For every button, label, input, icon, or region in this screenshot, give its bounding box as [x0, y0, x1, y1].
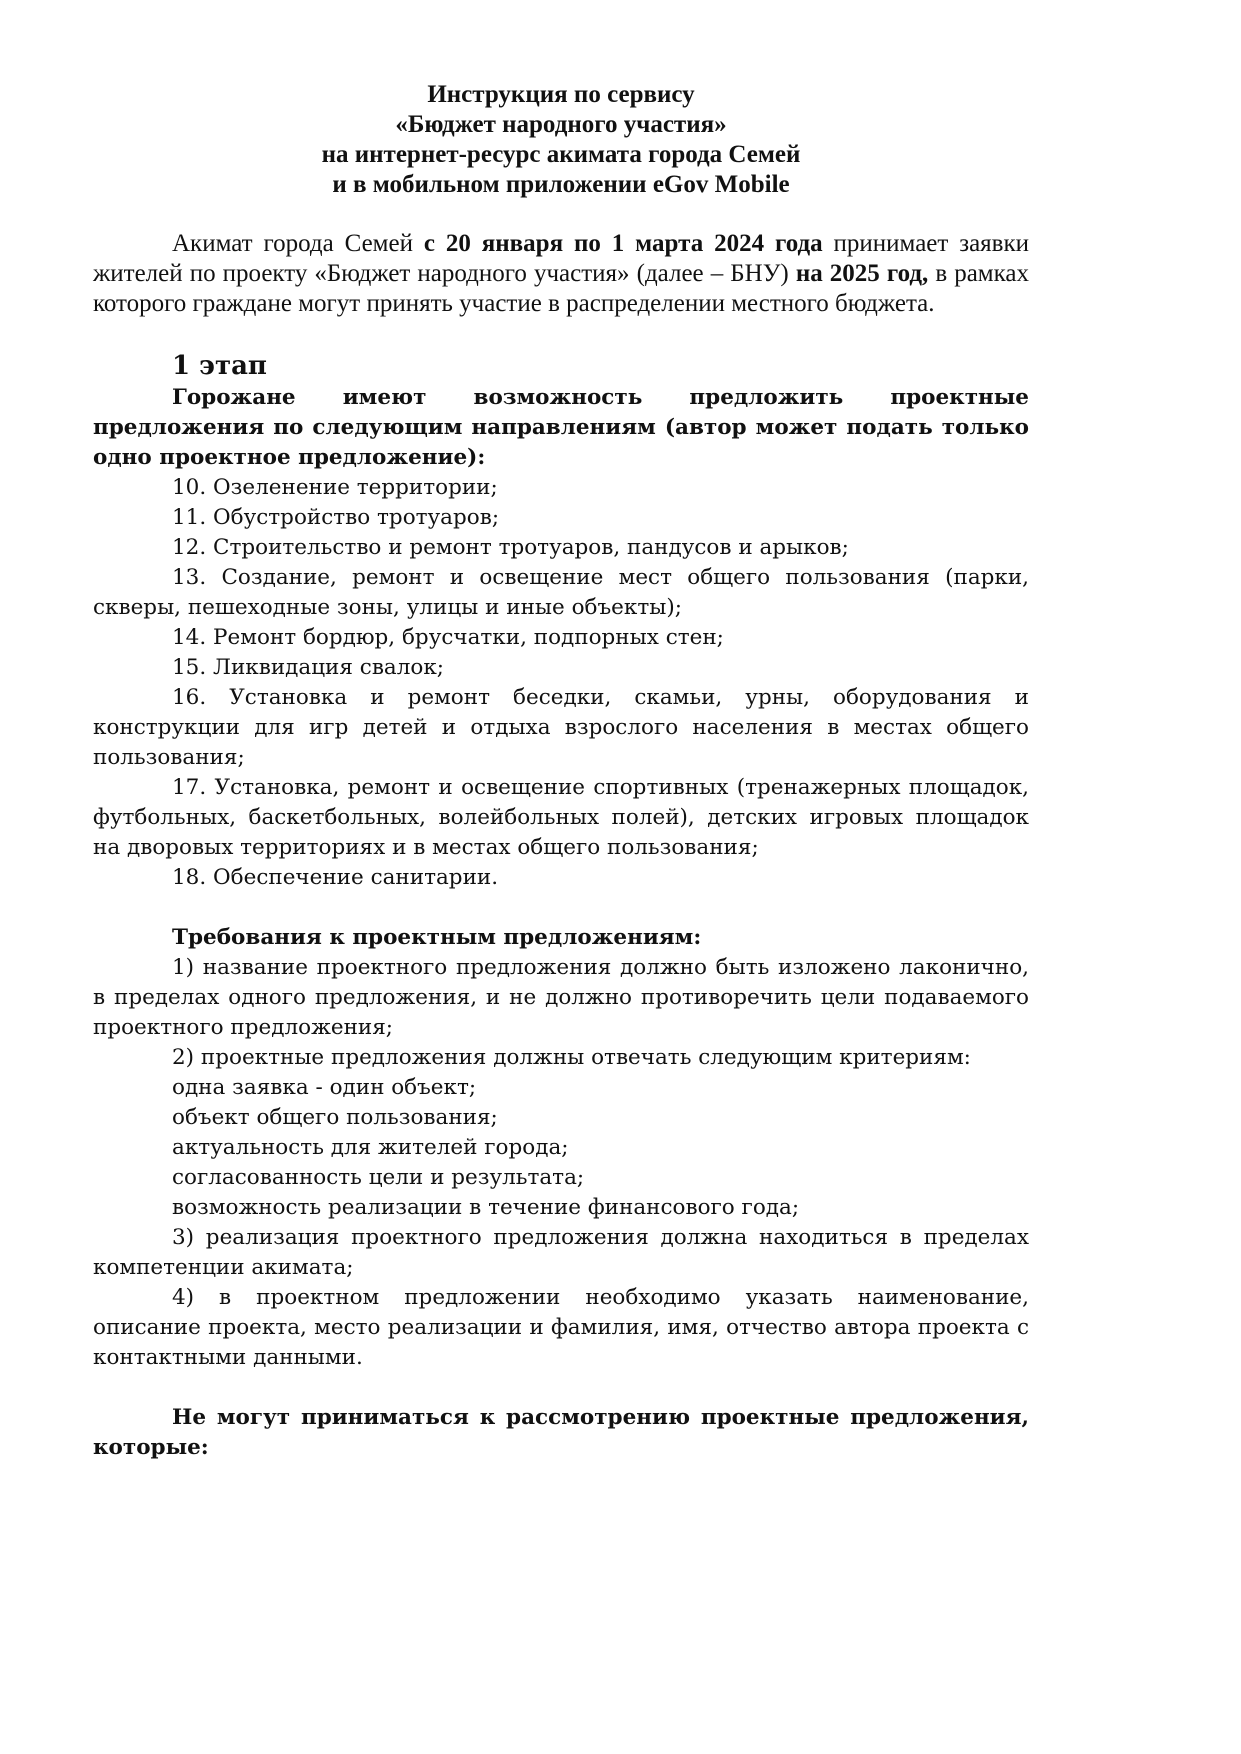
criteria-item: одна заявка - один объект; [172, 1075, 477, 1100]
direction-item: 18. Обеспечение санитарии. [172, 865, 499, 890]
title-line: и в мобильном приложении eGov Mobile [332, 171, 790, 198]
intro-text: в рамках которого граждане могут принять участие в распределении местного бюджета. [93, 260, 1029, 317]
requirement-item: 3) реализация проектного предложения должна находиться в пределах компетенции акимата; [93, 1225, 1029, 1280]
criteria-item: объект общего пользования; [172, 1105, 498, 1130]
requirements-heading: Требования к проектным предложениям: [172, 925, 702, 950]
document-page [93, 80, 1029, 1463]
direction-item: 13. Создание, ремонт и освещение мест общего пользования (парки, скверы, пешеходные зоны, улицы и иные объекты); [93, 565, 1029, 620]
direction-item: 11. Обустройство тротуаров; [172, 505, 500, 530]
direction-item: 14. Ремонт бордюр, брусчатки, подпорных стен; [172, 625, 724, 650]
direction-item: 10. Озеленение территории; [172, 475, 498, 500]
intro-year: на 2025 год, [795, 260, 929, 287]
requirement-item: 2) проектные предложения должны отвечать следующим критериям: [172, 1045, 971, 1070]
intro-dates: с 20 января по 1 марта 2024 года [423, 230, 823, 257]
criteria-item: возможность реализации в течение финансового года; [172, 1195, 800, 1220]
criteria-item: актуальность для жителей города; [172, 1135, 569, 1160]
requirement-item: 1) название проектного предложения должно быть изложено лаконично, в пределах одного предложения, и не должно противоречить цели подаваемого проектного предложения; [93, 955, 1029, 1040]
title-line: Инструкция по сервису [427, 81, 695, 108]
criteria-item: согласованность цели и результата; [172, 1165, 585, 1190]
direction-item: 17. Установка, ремонт и освещение спортивных (тренажерных площадок, футбольных, баскетбольных, волейбольных полей), детских игровых площадок на дворовых территориях и в местах общего пользования; [93, 775, 1029, 860]
direction-item: 15. Ликвидация свалок; [172, 655, 445, 680]
direction-item: 16. Установка и ремонт беседки, скамьи, урны, оборудования и конструкции для игр детей и отдыха взрослого населения в местах общего пользования; [93, 685, 1029, 770]
directions-list [93, 473, 1029, 893]
stage-lead: Горожане имеют возможность предложить проектные предложения по следующим направлениям (автор может подать только одно проектное предложение): [93, 385, 1029, 470]
title-line: «Бюджет народного участия» [395, 111, 727, 138]
stage-heading: 1 этап [172, 351, 267, 381]
intro-text: принимает заявки жителей по проекту «Бюджет народного участия» (далее – БНУ) [93, 230, 1029, 287]
title-line: на интернет-ресурс акимата города Семей [321, 141, 801, 168]
intro-text: Акимат города Семей [172, 230, 424, 257]
not-accepted-heading: Не могут приниматься к рассмотрению проектные предложения, которые: [93, 1405, 1029, 1460]
intro-paragraph [93, 229, 1029, 319]
direction-item: 12. Строительство и ремонт тротуаров, пандусов и арыков; [172, 535, 849, 560]
document-title [93, 80, 1029, 200]
requirements-list [93, 953, 1029, 1373]
requirement-item: 4) в проектном предложении необходимо указать наименование, описание проекта, место реализации и фамилия, имя, отчество автора проекта с контактными данными. [93, 1285, 1029, 1370]
